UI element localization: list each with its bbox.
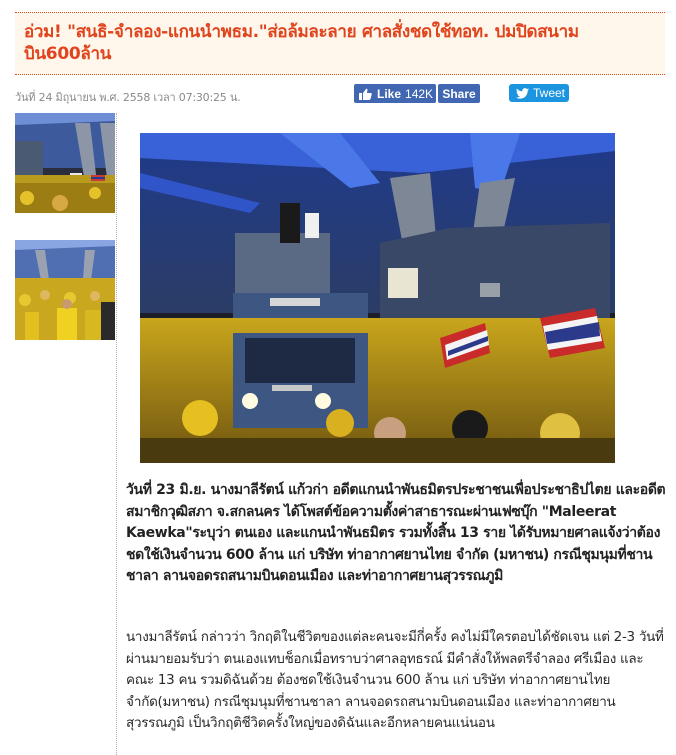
share-label: Share bbox=[442, 86, 476, 101]
thumbs-up-icon bbox=[359, 88, 372, 100]
like-count: 142K bbox=[405, 86, 434, 101]
headline-box bbox=[15, 12, 665, 75]
protest-photo-thumbnail bbox=[15, 240, 115, 340]
column-divider bbox=[116, 113, 117, 755]
facebook-share-button[interactable] bbox=[438, 84, 480, 103]
facebook-like-button[interactable] bbox=[354, 84, 436, 103]
like-label: Like bbox=[377, 86, 402, 101]
article-body-paragraph: นางมาลีรัตน์ กล่าวว่า วิกฤติในชีวิตของแต่ละคนจะมีกี่ครั้ง คงไม่มีใครตอบได้ชัดเจน แต่ 2-3 วันที่ผ่านมายอมรับว่า ตนเองแทบช็อกเมื่อทราบว่าศาลอุทธรณ์ มีคำสั่งให้พลตรีจำลอง ศรีเมือง และคณะ 13 คน รวมดิฉันด้วย ต้องชดใช้เงินจำนวน 600 ล้าน แก่ บริษัท ท่าอากาศยานไทย จำกัด(มหาชน) กรณีชุมนุมที่ชานชาลา ลานจอดรถสนามบินดอนเมือง และท่าอากาศยานสุวรรณภูมิ เป็นวิกฤติชีวิตครั้งใหญ่ของดิฉันและอีกหลายคนแน่นอน bbox=[126, 629, 664, 732]
article-lead-paragraph: วันที่ 23 มิ.ย. นางมาลีรัตน์ แก้วก่า อดีตแกนนำพันธมิตรประชาชนเพื่อประชาธิปไตย และอดีตสมาชิกวุฒิสภา จ.สกลนคร ได้โพสต์ข้อความตั้งค่าสาธารณะผ่านเฟซบุ๊ก "Maleerat Kaewka"ระบุว่า ตนเอง และแกนนำพันธมิตร รวมทั้งสิ้น 13 ราย ได้รับหมายศาลแจ้งว่าต้องชดใช้เงินจำนวน 600 ล้าน แก่ บริษัท ท่าอากาศยานไทย จำกัด (มหาชน) กรณีชุมนุมที่ชานชาลา ลานจอดรถสนามบินดอนเมือง และท่าอากาศยานสุวรรณภูมิ bbox=[126, 482, 666, 585]
article-title: อ่วม! "สนธิ-จำลอง-แกนนำพธม."ส่อล้มละลาย ศาลสั่งชดใช้ทอท. ปมปิดสนามบิน600ล้าน bbox=[24, 22, 579, 64]
tweet-label: Tweet bbox=[533, 86, 566, 100]
twitter-bird-icon bbox=[516, 88, 529, 99]
publish-date: วันที่ 24 มิถุนายน พ.ศ. 2558 เวลา 07:30:25 น. bbox=[15, 91, 241, 104]
protest-photo-thumbnail bbox=[15, 113, 115, 213]
gallery-thumbnail[interactable] bbox=[15, 240, 115, 340]
airport-protest-photo bbox=[140, 133, 615, 463]
article-photo bbox=[140, 133, 615, 463]
gallery-thumbnail[interactable] bbox=[15, 113, 115, 213]
tweet-button[interactable] bbox=[509, 84, 569, 102]
